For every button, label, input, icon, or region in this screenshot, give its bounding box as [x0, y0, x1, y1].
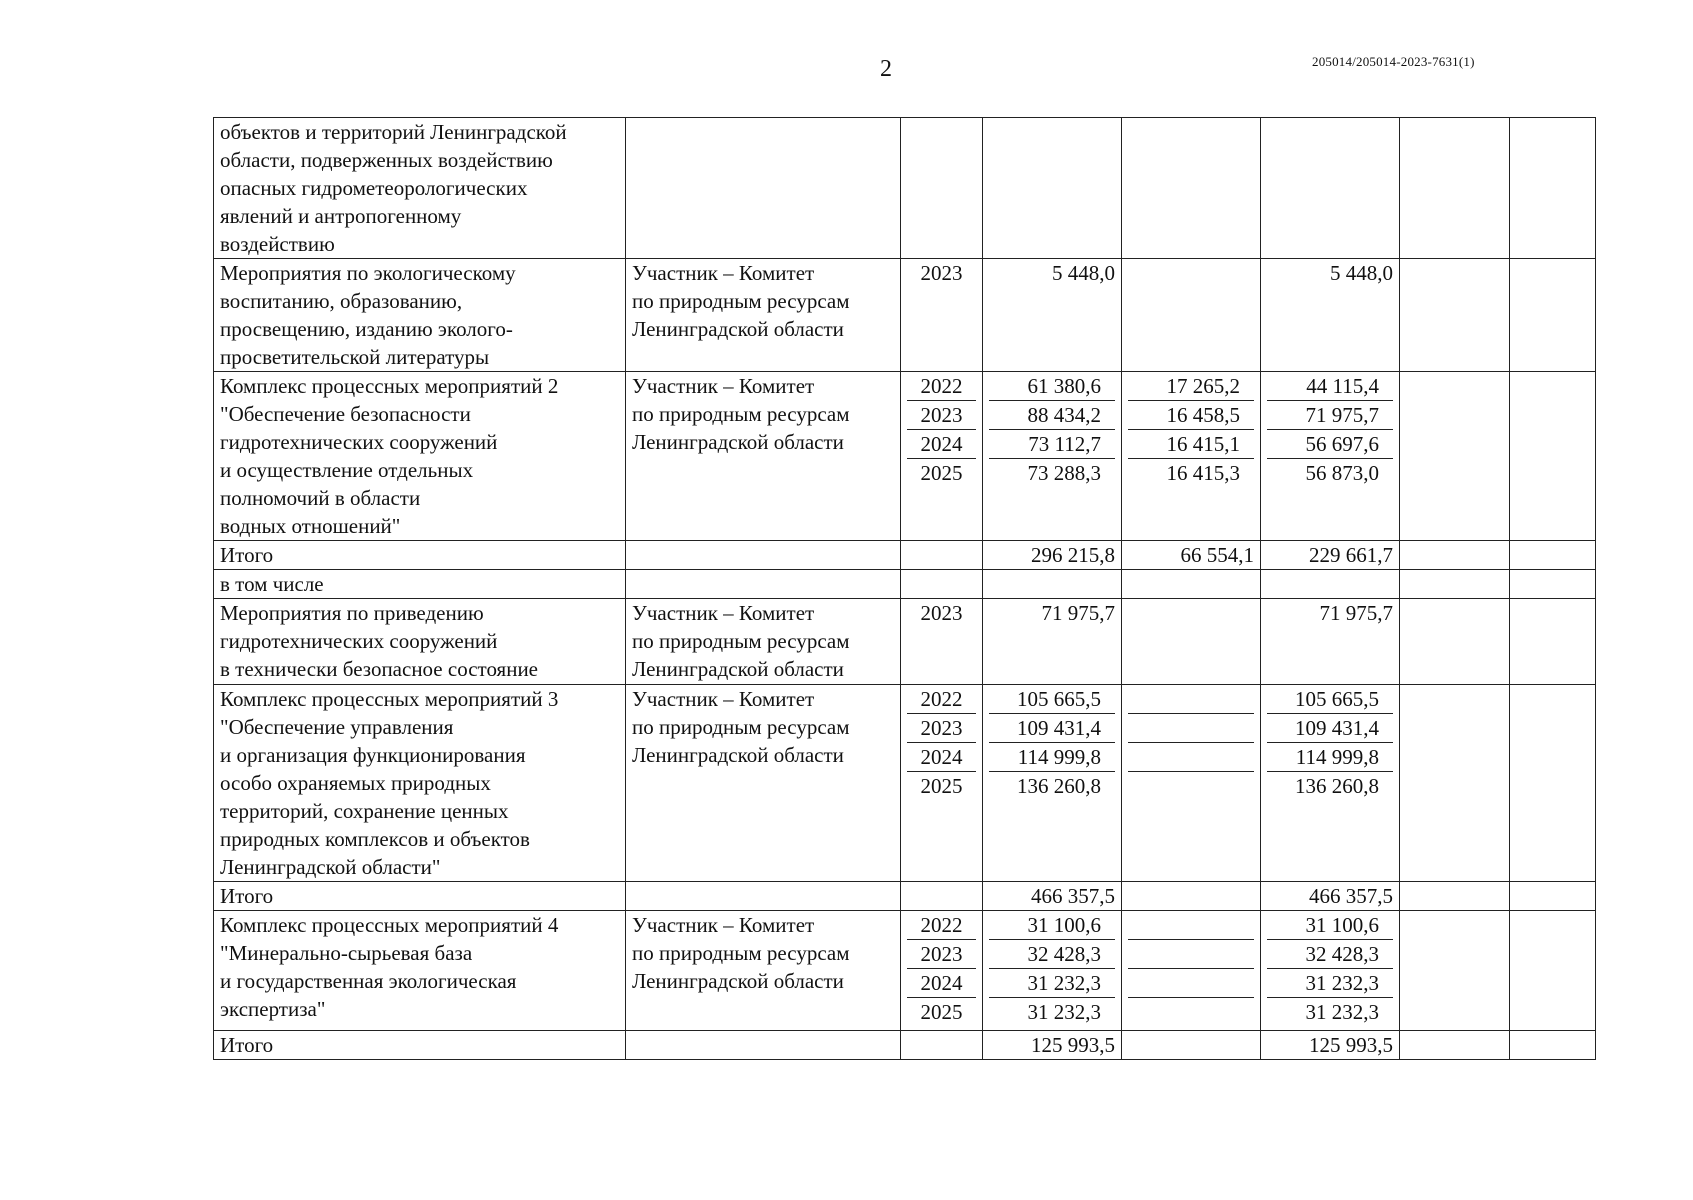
year-cell — [901, 1031, 983, 1060]
participant-cell — [626, 1031, 901, 1060]
participant-cell — [626, 118, 901, 259]
federal-amount-cell — [1122, 1031, 1261, 1060]
year-breakdown — [1128, 911, 1254, 1026]
total-amount-cell: 61 380,6 — [1027, 374, 1101, 398]
empty-cell — [1510, 599, 1596, 685]
federal-amount-cell — [1128, 940, 1254, 969]
empty-cell — [1400, 259, 1510, 372]
total-amount-cell: 114 999,8 — [989, 743, 1115, 772]
year-breakdown — [907, 911, 976, 1026]
regional-amount-cell — [1261, 570, 1400, 599]
federal-amount-cell — [1128, 969, 1254, 998]
table-row — [214, 372, 1596, 541]
total-amount-cell: 31 100,6 — [1027, 913, 1101, 937]
regional-amount-cell: 71 975,7 — [1267, 401, 1393, 430]
federal-amount-cell — [1128, 998, 1254, 1027]
year-breakdown — [989, 911, 1115, 1026]
total-amount-cell: 32 428,3 — [989, 940, 1115, 969]
federal-amount-cell: 16 415,3 — [1128, 459, 1254, 488]
regional-amount-cell-group — [1261, 911, 1400, 1031]
table-row — [214, 685, 1596, 882]
participant-cell: Участник – Комитет по природным ресурсам Ленинградской области — [626, 372, 901, 541]
year-breakdown — [1267, 685, 1393, 800]
total-amount-cell: 5 448,0 — [983, 259, 1122, 372]
year-cell — [901, 570, 983, 599]
regional-amount-cell: 109 431,4 — [1267, 714, 1393, 743]
federal-amount-cell-group — [1122, 372, 1261, 541]
year-cell-group — [901, 685, 983, 882]
measure-title-cell: Итого — [214, 541, 626, 570]
total-amount-cell: 73 112,7 — [989, 430, 1115, 459]
regional-amount-cell: 56 873,0 — [1267, 459, 1393, 488]
measure-title-cell: Итого — [214, 882, 626, 911]
year-cell: 2024 — [907, 430, 976, 459]
participant-cell — [626, 541, 901, 570]
federal-amount-cell: 16 458,5 — [1128, 401, 1254, 430]
empty-cell — [1510, 372, 1596, 541]
regional-amount-cell: 136 260,8 — [1267, 772, 1393, 801]
empty-cell — [1510, 1031, 1596, 1060]
federal-amount-cell — [1122, 259, 1261, 372]
regional-amount-cell: 32 428,3 — [1267, 940, 1393, 969]
year-breakdown — [989, 685, 1115, 800]
federal-amount-cell-group — [1122, 911, 1261, 1031]
total-amount-cell: 125 993,5 — [983, 1031, 1122, 1060]
empty-cell — [1510, 259, 1596, 372]
regional-amount-cell: 229 661,7 — [1261, 541, 1400, 570]
federal-amount-cell: 17 265,2 — [1166, 374, 1240, 398]
regional-amount-cell: 125 993,5 — [1261, 1031, 1400, 1060]
year-breakdown — [1267, 372, 1393, 487]
regional-amount-cell — [1261, 118, 1400, 259]
measure-title-cell: Комплекс процессных мероприятий 4 "Минерально-сырьевая база и государственная экологическая экспертиза" — [214, 911, 626, 1031]
measure-title-cell: в том числе — [214, 570, 626, 599]
empty-cell — [1400, 685, 1510, 882]
regional-amount-cell: 56 697,6 — [1267, 430, 1393, 459]
total-amount-cell-group — [983, 685, 1122, 882]
year-cell — [901, 882, 983, 911]
total-amount-cell — [983, 570, 1122, 599]
federal-amount-cell — [1122, 570, 1261, 599]
empty-cell — [1510, 882, 1596, 911]
year-breakdown — [907, 685, 976, 800]
federal-amount-cell — [1128, 714, 1254, 743]
year-cell — [901, 541, 983, 570]
total-amount-cell — [983, 118, 1122, 259]
year-cell: 2022 — [920, 687, 963, 711]
empty-cell — [1510, 541, 1596, 570]
regional-amount-cell: 466 357,5 — [1261, 882, 1400, 911]
regional-amount-cell: 71 975,7 — [1261, 599, 1400, 685]
participant-cell: Участник – Комитет по природным ресурсам Ленинградской области — [626, 685, 901, 882]
measure-title-cell: Мероприятия по экологическому воспитанию, образованию, просвещению, изданию эколого- просветительской литературы — [214, 259, 626, 372]
federal-amount-cell: 66 554,1 — [1122, 541, 1261, 570]
total-amount-cell-group — [983, 372, 1122, 541]
year-cell: 2023 — [901, 259, 983, 372]
participant-cell — [626, 882, 901, 911]
year-breakdown — [1128, 372, 1254, 487]
total-amount-cell: 466 357,5 — [983, 882, 1122, 911]
table-row — [214, 882, 1596, 911]
empty-cell — [1400, 372, 1510, 541]
total-amount-cell: 73 288,3 — [989, 459, 1115, 488]
empty-cell — [1400, 882, 1510, 911]
regional-amount-cell: 31 232,3 — [1267, 969, 1393, 998]
federal-amount-cell — [1122, 118, 1261, 259]
empty-cell — [1510, 685, 1596, 882]
year-breakdown — [989, 372, 1115, 487]
total-amount-cell: 88 434,2 — [989, 401, 1115, 430]
regional-amount-cell-group — [1261, 372, 1400, 541]
empty-cell — [1400, 1031, 1510, 1060]
year-cell: 2024 — [907, 969, 976, 998]
year-breakdown — [1267, 911, 1393, 1026]
federal-amount-cell: 16 415,1 — [1128, 430, 1254, 459]
year-cell-group — [901, 911, 983, 1031]
empty-cell — [1400, 911, 1510, 1031]
table-row — [214, 911, 1596, 1031]
measure-title-cell: Комплекс процессных мероприятий 3 "Обеспечение управления и организация функционирования особо охраняемых природных территорий, сохранение ценных природных комплексов и объектов Ленинградской области" — [214, 685, 626, 882]
empty-cell — [1400, 118, 1510, 259]
empty-cell — [1400, 599, 1510, 685]
total-amount-cell: 31 232,3 — [989, 998, 1115, 1027]
federal-amount-cell-group — [1122, 685, 1261, 882]
table-row — [214, 599, 1596, 685]
table-row — [214, 570, 1596, 599]
participant-cell — [626, 570, 901, 599]
federal-amount-cell — [1128, 685, 1254, 714]
table-row — [214, 118, 1596, 259]
regional-amount-cell: 105 665,5 — [1295, 687, 1379, 711]
financing-table — [213, 117, 1596, 1060]
year-cell: 2023 — [907, 401, 976, 430]
measure-title-cell: Мероприятия по приведению гидротехнических сооружений в технически безопасное состояние — [214, 599, 626, 685]
empty-cell — [1400, 570, 1510, 599]
year-breakdown — [1128, 685, 1254, 800]
year-cell: 2023 — [907, 940, 976, 969]
year-cell: 2023 — [907, 714, 976, 743]
regional-amount-cell-group — [1261, 685, 1400, 882]
empty-cell — [1510, 118, 1596, 259]
federal-amount-cell — [1128, 911, 1254, 940]
measure-title-cell: объектов и территорий Ленинградской области, подверженных воздействию опасных гидрометеорологических явлений и антропогенному воздействию — [214, 118, 626, 259]
federal-amount-cell — [1122, 599, 1261, 685]
federal-amount-cell — [1128, 772, 1254, 801]
table-row — [214, 541, 1596, 570]
table-row — [214, 259, 1596, 372]
total-amount-cell: 296 215,8 — [983, 541, 1122, 570]
year-cell: 2022 — [920, 374, 963, 398]
total-amount-cell: 31 232,3 — [989, 969, 1115, 998]
measure-title-cell: Итого — [214, 1031, 626, 1060]
regional-amount-cell: 44 115,4 — [1306, 374, 1379, 398]
total-amount-cell-group — [983, 911, 1122, 1031]
total-amount-cell: 136 260,8 — [989, 772, 1115, 801]
document-id: 205014/205014-2023-7631(1) — [1312, 54, 1475, 69]
year-cell: 2025 — [907, 459, 976, 488]
year-cell: 2025 — [907, 772, 976, 801]
year-breakdown — [907, 372, 976, 487]
regional-amount-cell: 114 999,8 — [1267, 743, 1393, 772]
participant-cell: Участник – Комитет по природным ресурсам Ленинградской области — [626, 911, 901, 1031]
table-row — [214, 1031, 1596, 1060]
year-cell: 2025 — [907, 998, 976, 1027]
regional-amount-cell: 31 232,3 — [1267, 998, 1393, 1027]
year-cell: 2023 — [901, 599, 983, 685]
year-cell: 2024 — [907, 743, 976, 772]
federal-amount-cell — [1122, 882, 1261, 911]
year-cell: 2022 — [920, 913, 963, 937]
total-amount-cell: 105 665,5 — [1017, 687, 1101, 711]
empty-cell — [1400, 541, 1510, 570]
participant-cell: Участник – Комитет по природным ресурсам Ленинградской области — [626, 259, 901, 372]
regional-amount-cell: 5 448,0 — [1261, 259, 1400, 372]
total-amount-cell: 109 431,4 — [989, 714, 1115, 743]
page-number: 2 — [880, 56, 892, 82]
empty-cell — [1510, 570, 1596, 599]
federal-amount-cell — [1128, 743, 1254, 772]
regional-amount-cell: 31 100,6 — [1305, 913, 1379, 937]
measure-title-cell: Комплекс процессных мероприятий 2 "Обеспечение безопасности гидротехнических сооружений и осуществление отдельных полномочий в области водных отношений" — [214, 372, 626, 541]
empty-cell — [1510, 911, 1596, 1031]
total-amount-cell: 71 975,7 — [983, 599, 1122, 685]
year-cell-group — [901, 372, 983, 541]
year-cell — [901, 118, 983, 259]
participant-cell: Участник – Комитет по природным ресурсам Ленинградской области — [626, 599, 901, 685]
